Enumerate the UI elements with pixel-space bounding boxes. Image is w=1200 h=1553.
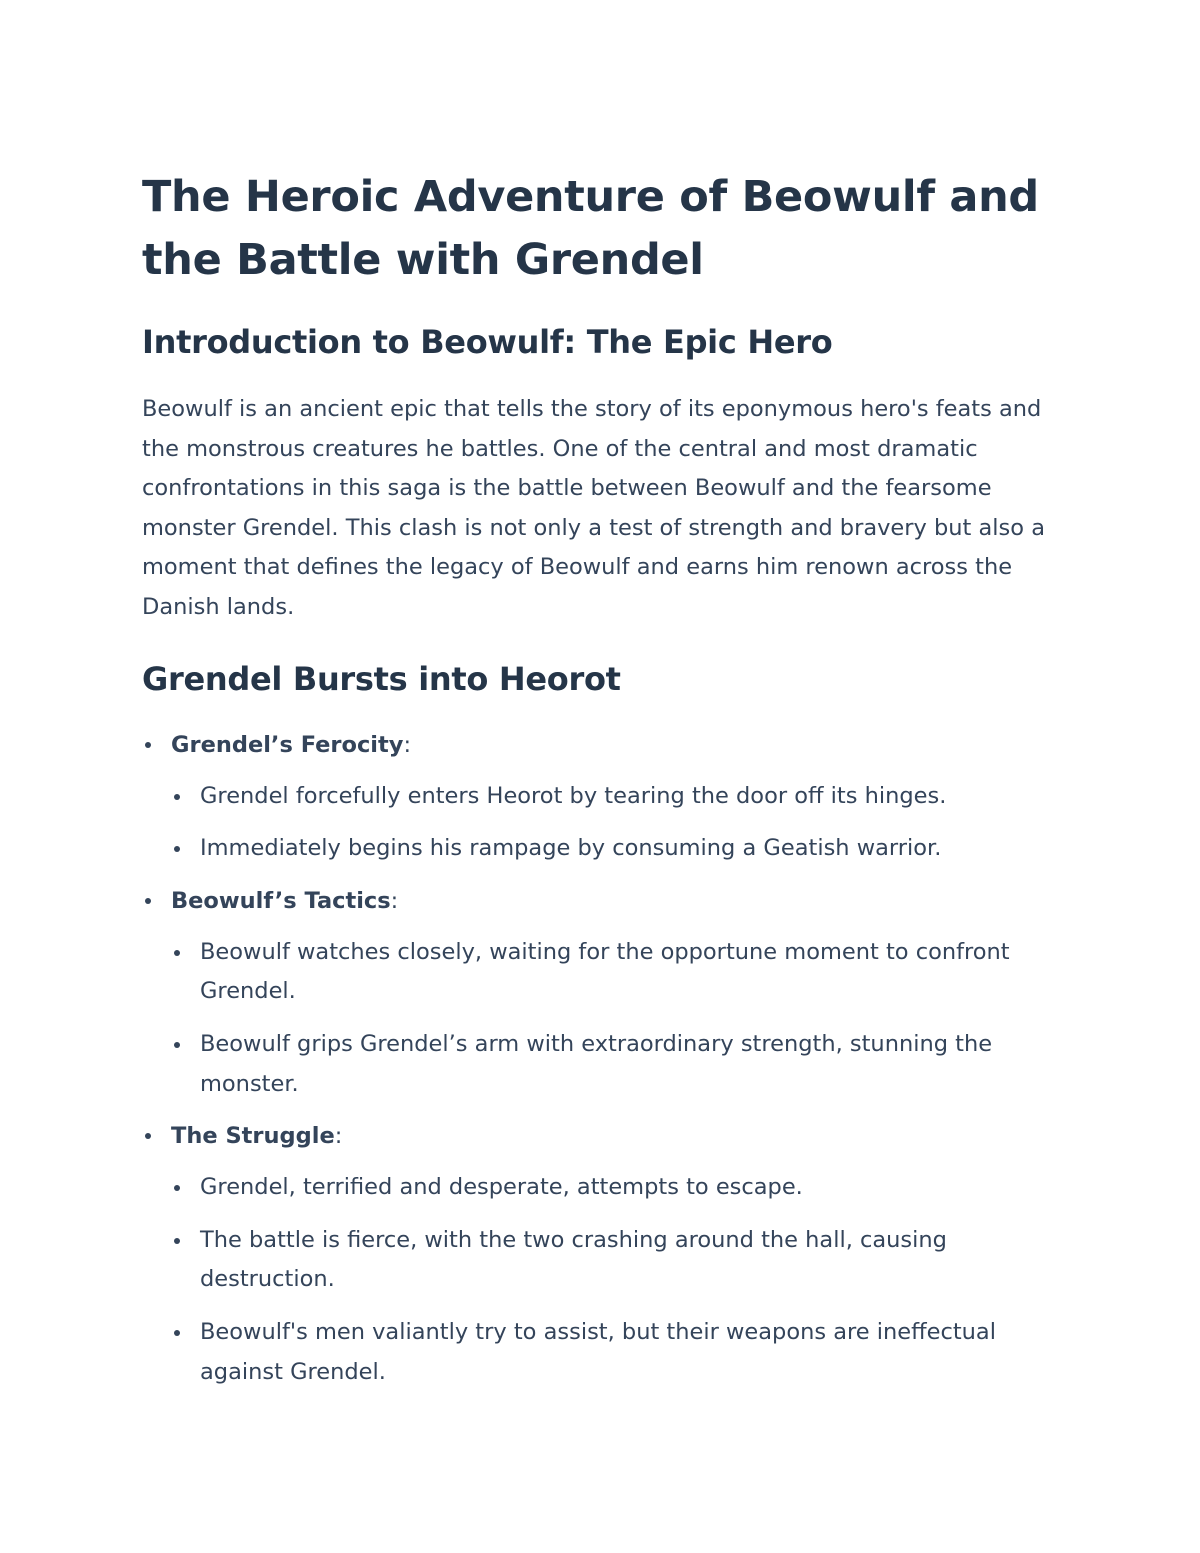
sub-list-item: Grendel forcefully enters Heorot by tearing the door off its hinges. bbox=[171, 777, 1060, 817]
sub-list-item: The battle is fierce, with the two crashing around the hall, causing destruction. bbox=[171, 1221, 1060, 1300]
intro-paragraph: Beowulf is an ancient epic that tells the story of its eponymous hero's feats and the monstrous creatures he battles. One of the central and most dramatic confrontations in this saga is the battle between Beowulf and the fearsome monster Grendel. This clash is not only a test of strength and bravery but also a moment that defines the legacy of Beowulf and earns him renown across the Danish lands. bbox=[142, 396, 1045, 620]
sub-list-item: Grendel, terrified and desperate, attempts to escape. bbox=[171, 1168, 1060, 1208]
page-title: The Heroic Adventure of Beowulf and the Battle with Grendel bbox=[142, 172, 1039, 285]
list-item-grendels-ferocity bbox=[142, 725, 1072, 869]
sub-list-item: Beowulf grips Grendel’s arm with extraordinary strength, stunning the monster. bbox=[171, 1025, 1060, 1104]
section-heading: Grendel Bursts into Heorot bbox=[142, 659, 621, 698]
list-item-colon: : bbox=[334, 1123, 343, 1150]
list-item-title: The Struggle bbox=[171, 1123, 335, 1150]
sub-list bbox=[171, 933, 1072, 1104]
list-item-title: Grendel’s Ferocity bbox=[171, 731, 404, 758]
list-item-beowulfs-tactics bbox=[142, 881, 1072, 1104]
sub-list bbox=[171, 1168, 1072, 1392]
intro-heading: Introduction to Beowulf: The Epic Hero bbox=[142, 323, 833, 361]
list-item-colon: : bbox=[403, 731, 412, 758]
sub-list-item: Beowulf watches closely, waiting for the opportune moment to confront Grendel. bbox=[171, 933, 1060, 1012]
sub-list-item: Beowulf's men valiantly try to assist, but their weapons are ineffectual against Grendel. bbox=[171, 1313, 1060, 1392]
bullet-list bbox=[142, 725, 1072, 1393]
list-item-the-struggle bbox=[142, 1116, 1072, 1392]
sub-list bbox=[171, 777, 1072, 869]
list-item-colon: : bbox=[390, 887, 399, 914]
document-page bbox=[142, 166, 1072, 1392]
list-item-title: Beowulf’s Tactics bbox=[171, 887, 391, 914]
sub-list-item: Immediately begins his rampage by consuming a Geatish warrior. bbox=[171, 829, 1060, 869]
